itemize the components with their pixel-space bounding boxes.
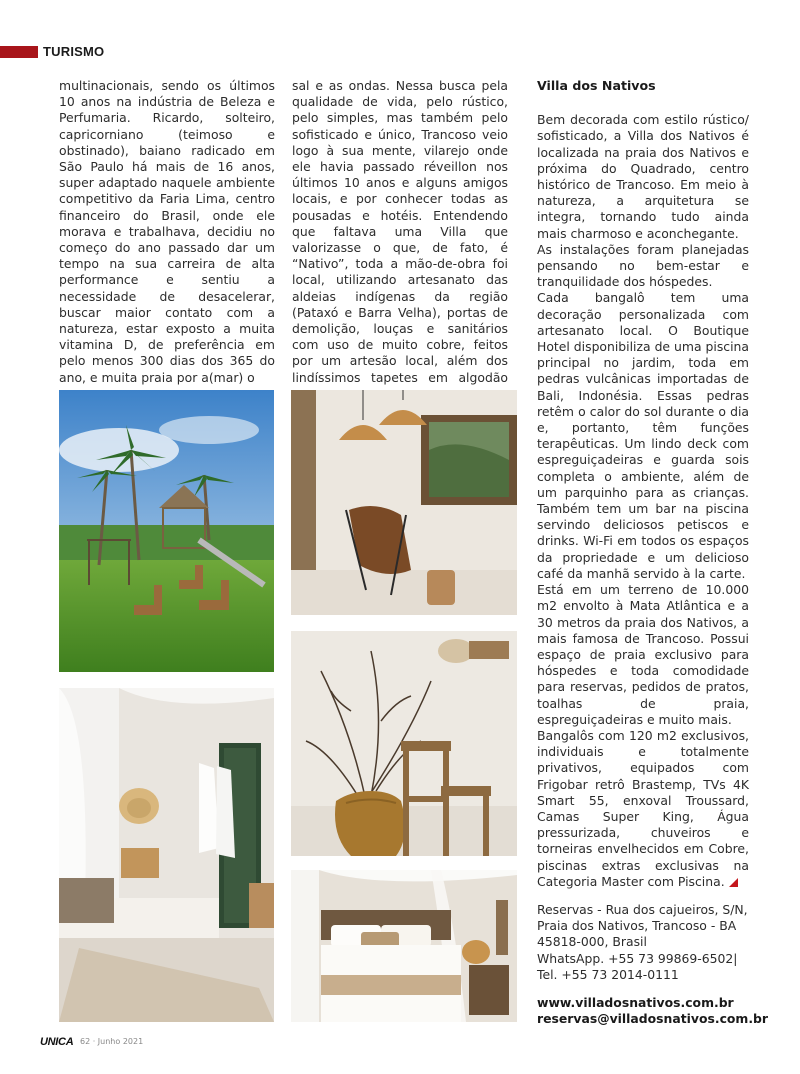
sidebar-title: Villa dos Nativos — [537, 78, 656, 93]
website-link[interactable]: www.villadosnativos.com.br — [537, 994, 734, 1010]
sidebar-paragraph-last — [537, 728, 749, 890]
magazine-logo: UNICA — [40, 1036, 74, 1048]
contact-address: Reservas - Rua dos cajueiros, S/N, Praia dos Nativos, Trancoso - BA 45818-000, Brasil — [537, 901, 748, 950]
page-meta: 62 · Junho 2021 — [80, 1037, 144, 1046]
sidebar-paragraph: As instalações foram planejadas pensando no bem-estar e tranquilidade dos hóspedes. — [537, 241, 749, 290]
photo-bedroom-canopy — [291, 870, 517, 1022]
sidebar-paragraph: Está em um terreno de 10.000 m2 envolto à Mata Atlântica e a 30 metros da praia dos Nativos, a mais famosa de Trancoso. Possui espaço de praia exclusivo para hóspedes e toda comodidade para reservas, pedidos de pratos, toalhas de praia, espreguiçadeiras e muito mais. — [537, 582, 749, 727]
photo-garden-playground — [59, 390, 274, 672]
section-color-bar — [0, 46, 38, 58]
contact-whatsapp: WhatsApp. +55 73 99869-6502| — [537, 950, 738, 966]
sidebar-paragraph-text: Bangalôs com 120 m2 exclusivos, individuais e totalmente privativos, equipados com Frigobar retrô Brastemp, TVs 4K Smart 55, enxoval Troussard, Camas Super King, Água pressurizada, chuveiros e torneiras envelhecidos em Cobre, piscinas extras exclusivas na Categoria Master com Piscina. — [537, 727, 749, 889]
sidebar-paragraph: Bem decorada com estilo rústico/ sofisticado, a Villa dos Nativos é localizada na praia dos Nativos e próxima do Quadrado, centro histórico de Trancoso. Em meio à natureza, a arquitetura se integra, tornando tudo ainda mais charmoso e aconchegante. — [537, 112, 749, 241]
sidebar-paragraph: Cada bangalô tem uma decoração personalizada com artesanato local. O Boutique Hotel disponibiliza de uma piscina principal no jardim, toda em pedras vulcânicas importadas de Bali, Indonésia. Essas pedras retêm o calor do sol durante o dia e, portanto, têm funções terapêuticas. Um lindo deck com espreguiçadeiras e guarda sois completa o ambiente, além de um parquinho para as crianças. Também tem um bar na piscina servindo deliciosos petiscos e drinks. Wi-Fi em todos os espaços da propriedade e um delicioso café da manhã servido à la carte. — [537, 290, 749, 581]
end-of-article-mark — [729, 878, 738, 887]
article-column-1 — [59, 78, 275, 386]
article-text-col1: multinacionais, sendo os últimos 10 anos na indústria de Beleza e Perfumaria. Ricardo, solteiro, capricorniano (teimoso e obstinado), baiano radicado em São Paulo há mais de 16 anos, super adaptado naquele ambiente competitivo da Faria Lima, centro financeiro do Brasil, onde ele morava e trabalhava, decidiu no começo do ano passado dar um tempo na sua carreira de alta performance e sentiu a necessidade de desacelerar, buscar maior contato com a natureza, estar exposto a muita vitamina D, de preferência em pelo menos 300 dias dos 365 do ano, e muita praia por a(mar) o — [59, 78, 275, 385]
contact-phone: Tel. +55 73 2014-0111 — [537, 966, 679, 982]
photo-butterfly-chair — [291, 390, 517, 615]
photo-stool-vase-branches — [291, 631, 517, 856]
email-link[interactable]: reservas@villadosnativos.com.br — [537, 1011, 769, 1027]
photo-bedroom-hat-robes — [59, 688, 274, 1022]
section-label: TURISMO — [43, 44, 105, 59]
article-text-col2: sal e as ondas. Nessa busca pela qualidade de vida, pelo rústico, pelo simples, mas também pelo sofisticado e único, Trancoso veio logo à sua mente, vilarejo onde ele havia passado réveillon nos últimos 10 anos e alguns amigos locais, e por conhecer todas as pousadas e hotéis. Entendendo que faltava uma Villa que valorizasse o que, de fato, é “Nativo”, toda a mão-de-obra foi local, utilizando artesanato das aldeias indígenas da região (Pataxó e Barra Velha), portas de demolição, louças e sanitários com uso de muito cobre, feitos por um artesão local, além dos lindíssimos tapetes em algodão — [292, 78, 508, 385]
article-column-2 — [292, 78, 508, 402]
sidebar-box — [537, 78, 769, 1027]
